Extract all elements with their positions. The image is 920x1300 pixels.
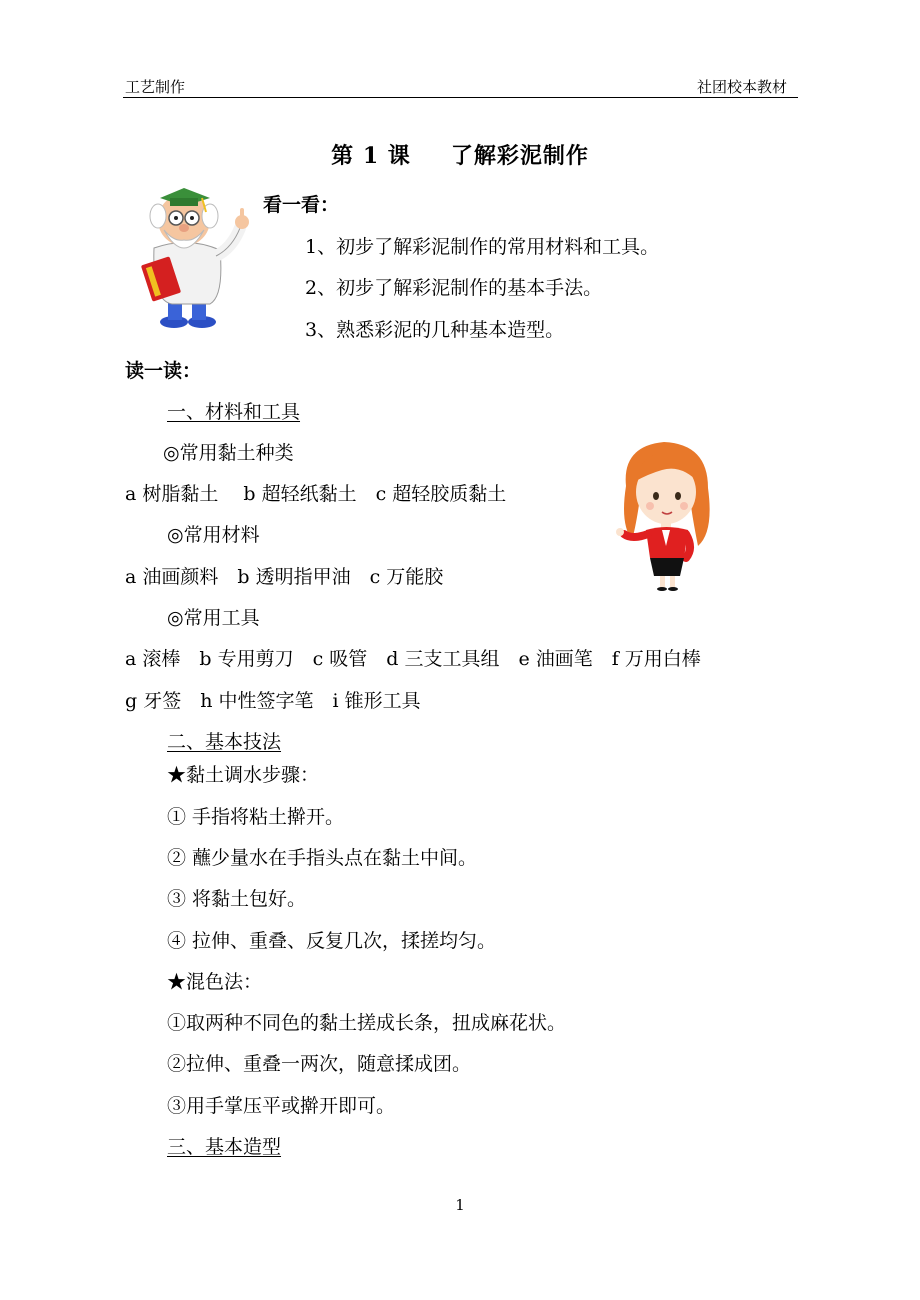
lesson-topic: 了解彩泥制作 — [450, 143, 589, 169]
tools-title: ◎常用工具 — [167, 607, 260, 629]
header-left: 工艺制作 — [125, 78, 186, 96]
girl-illustration — [612, 436, 722, 592]
page-number: 1 — [455, 1196, 465, 1214]
header-divider — [123, 97, 798, 98]
mix-title: ★混色法： — [167, 971, 263, 993]
look-item-1: 1、初步了解彩泥制作的常用材料和工具。 — [305, 236, 660, 258]
professor-illustration — [132, 176, 262, 332]
look-item-3: 3、熟悉彩泥的几种基本造型。 — [305, 319, 565, 341]
section-3-title: 三、基本造型 — [167, 1136, 282, 1158]
water-steps-title: ★黏土调水步骤： — [167, 764, 320, 786]
mix-step-3: ③用手掌压平或擀开即可。 — [167, 1095, 396, 1117]
water-step-3: ③ 将黏土包好。 — [167, 888, 307, 910]
clay-types-title: ◎常用黏土种类 — [163, 442, 294, 464]
water-step-2: ② 蘸少量水在手指头点在黏土中间。 — [167, 847, 478, 869]
materials-items: a 油画颜料 b 透明指甲油 c 万能胶 — [125, 566, 444, 588]
section-2-title: 二、基本技法 — [167, 731, 282, 753]
water-step-4: ④ 拉伸、重叠、反复几次，揉搓均匀。 — [167, 930, 497, 952]
lesson-number: 第 1 课 — [331, 143, 411, 169]
look-item-2: 2、初步了解彩泥制作的基本手法。 — [305, 277, 603, 299]
section-1-title: 一、材料和工具 — [167, 401, 301, 423]
header-right: 社团校本教材 — [697, 78, 788, 96]
mix-step-1: ①取两种不同色的黏土搓成长条，扭成麻花状。 — [167, 1012, 567, 1034]
lesson-title — [0, 139, 920, 170]
materials-title: ◎常用材料 — [167, 524, 260, 546]
mix-step-2: ②拉伸、重叠一两次，随意揉成团。 — [167, 1053, 472, 1075]
look-heading: 看一看： — [263, 194, 340, 216]
tools-items-line-2: g 牙签 h 中性签字笔 i 锥形工具 — [125, 690, 421, 712]
tools-items-line-1: a 滚棒 b 专用剪刀 c 吸管 d 三支工具组 e 油画笔 f 万用白棒 — [125, 648, 701, 670]
read-heading: 读一读： — [125, 360, 202, 382]
clay-types-items: a 树脂黏土 b 超轻纸黏土 c 超轻胶质黏土 — [125, 483, 507, 505]
water-step-1: ① 手指将粘土擀开。 — [167, 806, 345, 828]
